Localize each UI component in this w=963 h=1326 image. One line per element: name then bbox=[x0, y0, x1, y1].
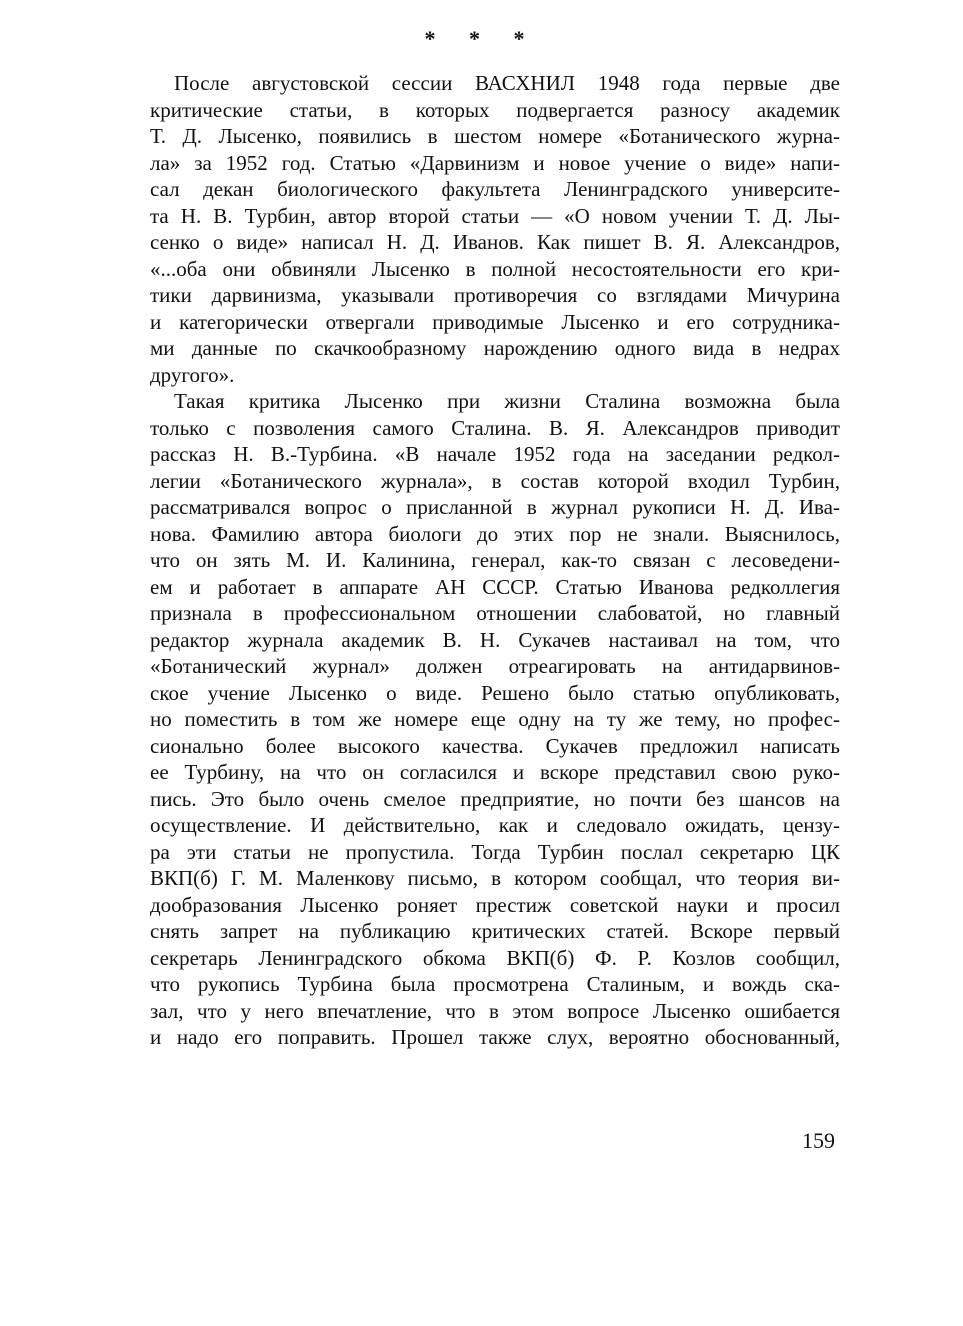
text-line: та Н. В. Турбин, автор второй статьи — «О новом учении Т. Д. Лы- bbox=[150, 203, 840, 228]
text-line: ское учение Лысенко о виде. Решено было статью опубликовать, bbox=[150, 680, 840, 705]
text-line: Т. Д. Лысенко, появились в шестом номере «Ботанического журна- bbox=[150, 124, 840, 148]
text-line: После августовской сессии ВАСХНИЛ 1948 года первые две bbox=[174, 71, 840, 95]
text-line: рассказ Н. В.-Турбина. «В начале 1952 года на заседании редкол- bbox=[150, 442, 840, 466]
text-line: ВКП(б) Г. М. Маленкову письмо, в котором сообщал, что теория ви- bbox=[150, 866, 840, 890]
text-line: секретарь Ленинградского обкома ВКП(б) Ф. Р. Козлов сообщил, bbox=[150, 945, 840, 970]
text-line: Такая критика Лысенко при жизни Сталина возможна была bbox=[174, 389, 840, 413]
text-line: только с позволения самого Сталина. В. Я. Александров приводит bbox=[150, 415, 840, 440]
text-line: ее Турбину, на что он согласился и вскоре представил свою руко- bbox=[150, 760, 840, 784]
text-line: пись. Это было очень смелое предприятие, но почти без шансов на bbox=[150, 786, 840, 811]
text-line: другого». bbox=[150, 362, 235, 387]
text-line: редактор журнала академик В. Н. Сукачев настаивал на том, что bbox=[150, 627, 840, 652]
text-line: ми данные по скачкообразному нарождению одного вида в недрах bbox=[150, 336, 840, 360]
text-line: осуществление. И действительно, как и следовало ожидать, цензу- bbox=[150, 813, 840, 837]
text-line: зал, что у него впечатление, что в этом вопросе Лысенко ошибается bbox=[150, 998, 840, 1023]
text-line: дообразования Лысенко роняет престиж советской науки и просил bbox=[150, 892, 840, 917]
text-line: признала в профессиональном отношении слабоватой, но главный bbox=[150, 601, 840, 625]
text-line: критические статьи, в которых подвергается разносу академик bbox=[150, 97, 840, 122]
body-text bbox=[150, 70, 840, 1051]
text-line: что он зять М. И. Калинина, генерал, как-то связан с лесоведени- bbox=[150, 548, 840, 572]
text-line: ем и работает в аппарате АН СССР. Статью Иванова редколлегия bbox=[150, 574, 840, 599]
text-line: рассматривался вопрос о присланной в журнал рукописи Н. Д. Ива- bbox=[150, 495, 840, 519]
text-line: легии «Ботанического журнала», в состав которой входил Турбин, bbox=[150, 468, 840, 493]
text-line: сенко о виде» написал Н. Д. Иванов. Как пишет В. Я. Александров, bbox=[150, 230, 840, 254]
text-line: сионально более высокого качества. Сукачев предложил написать bbox=[150, 733, 840, 758]
text-line: снять запрет на публикацию критических статей. Вскоре первый bbox=[150, 919, 840, 943]
text-line: сал декан биологического факультета Ленинградского университе- bbox=[150, 177, 840, 201]
text-line: что рукопись Турбина была просмотрена Сталиным, и вождь ска- bbox=[150, 972, 840, 996]
text-line: ра эти статьи не пропустила. Тогда Турбин послал секретарю ЦК bbox=[150, 839, 840, 864]
text-line: «Ботанический журнал» должен отреагировать на антидарвинов- bbox=[150, 654, 840, 678]
paragraph-1 bbox=[150, 70, 840, 388]
text-line: «...оба они обвиняли Лысенко в полной несостоятельности его кри- bbox=[150, 256, 840, 281]
page-number: 159 bbox=[802, 1128, 835, 1153]
text-line: но поместить в том же номере еще одну на ту же тему, но профес- bbox=[150, 707, 840, 731]
text-line: нова. Фамилию автора биологи до этих пор не знали. Выяснилось, bbox=[150, 521, 840, 546]
text-line: ла» за 1952 год. Статью «Дарвинизм и новое учение о виде» напи- bbox=[150, 150, 840, 175]
text-line: тики дарвинизма, указывали противоречия со взглядами Мичурина bbox=[150, 283, 840, 307]
section-separator: * * * bbox=[424, 26, 539, 51]
text-line: и надо его поправить. Прошел также слух, вероятно обоснованный, bbox=[150, 1025, 840, 1049]
text-line: и категорически отвергали приводимые Лысенко и его сотрудника- bbox=[150, 309, 840, 334]
paragraph-2 bbox=[150, 388, 840, 1051]
